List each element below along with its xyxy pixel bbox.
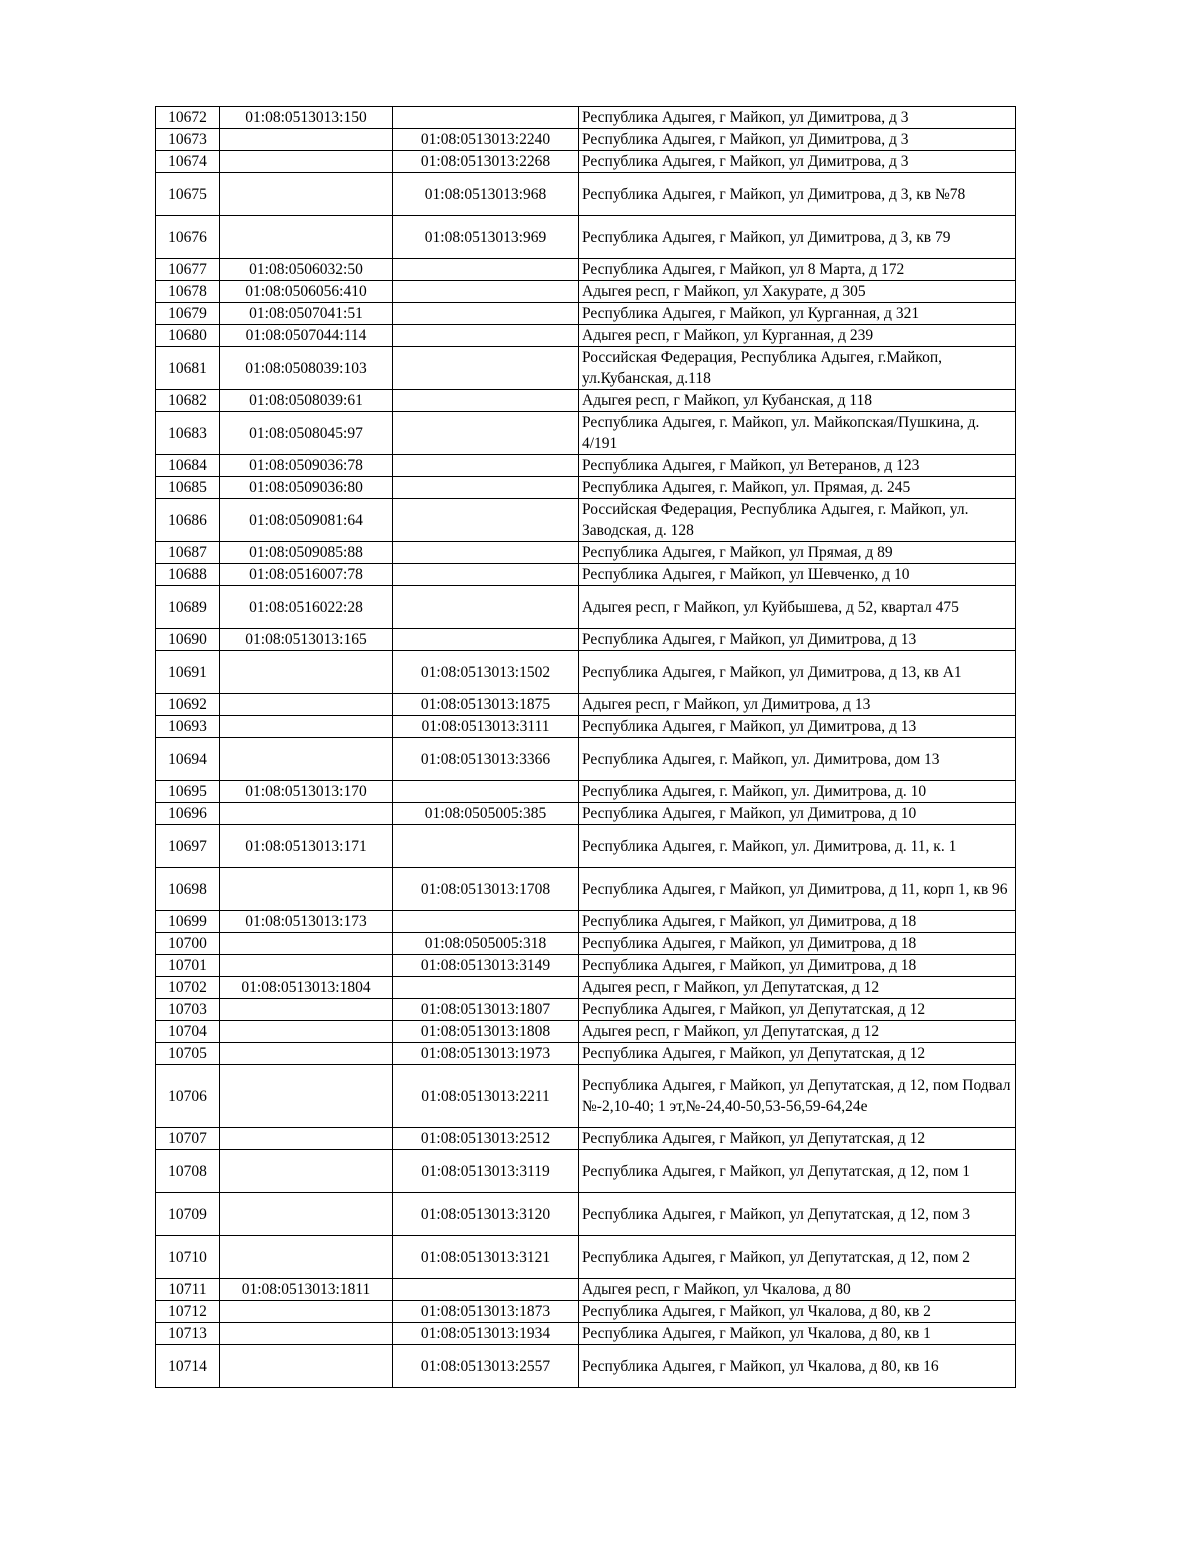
table-row	[156, 325, 1016, 347]
table-row	[156, 1345, 1016, 1388]
parcel-cadastral-number-cell: 01:08:0513013:1811	[220, 1279, 393, 1301]
parcel-cadastral-number-cell	[220, 1236, 393, 1279]
object-cadastral-number-cell: 01:08:0513013:3120	[393, 1193, 579, 1236]
row-number-cell: 10701	[156, 955, 220, 977]
address-cell: Республика Адыгея, г. Майкоп, ул. Майкопская/Пушкина, д. 4/191	[579, 412, 1016, 455]
table-body	[156, 107, 1016, 1388]
parcel-cadastral-number-cell	[220, 716, 393, 738]
table-row	[156, 259, 1016, 281]
object-cadastral-number-cell: 01:08:0513013:968	[393, 173, 579, 216]
object-cadastral-number-cell: 01:08:0513013:1973	[393, 1043, 579, 1065]
address-cell: Республика Адыгея, г Майкоп, ул Депутатская, д 12	[579, 1128, 1016, 1150]
parcel-cadastral-number-cell	[220, 1150, 393, 1193]
parcel-cadastral-number-cell	[220, 738, 393, 781]
object-cadastral-number-cell	[393, 542, 579, 564]
parcel-cadastral-number-cell: 01:08:0509036:80	[220, 477, 393, 499]
row-number-cell: 10673	[156, 129, 220, 151]
row-number-cell: 10683	[156, 412, 220, 455]
object-cadastral-number-cell: 01:08:0513013:2211	[393, 1065, 579, 1128]
row-number-cell: 10686	[156, 499, 220, 542]
object-cadastral-number-cell	[393, 325, 579, 347]
parcel-cadastral-number-cell: 01:08:0513013:150	[220, 107, 393, 129]
object-cadastral-number-cell: 01:08:0513013:1807	[393, 999, 579, 1021]
parcel-cadastral-number-cell	[220, 1323, 393, 1345]
table-row	[156, 933, 1016, 955]
table-row	[156, 1323, 1016, 1345]
row-number-cell: 10705	[156, 1043, 220, 1065]
address-cell: Республика Адыгея, г Майкоп, ул Димитрова, д 3, кв 79	[579, 216, 1016, 259]
parcel-cadastral-number-cell	[220, 129, 393, 151]
address-cell: Адыгея респ, г Майкоп, ул Депутатская, д 12	[579, 1021, 1016, 1043]
table-row	[156, 499, 1016, 542]
table-row	[156, 303, 1016, 325]
parcel-cadastral-number-cell: 01:08:0508039:103	[220, 347, 393, 390]
row-number-cell: 10698	[156, 868, 220, 911]
address-cell: Республика Адыгея, г Майкоп, ул Депутатская, д 12	[579, 999, 1016, 1021]
address-cell: Адыгея респ, г Майкоп, ул Кубанская, д 118	[579, 390, 1016, 412]
address-cell: Республика Адыгея, г Майкоп, ул Димитрова, д 3	[579, 129, 1016, 151]
parcel-cadastral-number-cell	[220, 999, 393, 1021]
row-number-cell: 10707	[156, 1128, 220, 1150]
object-cadastral-number-cell	[393, 1279, 579, 1301]
object-cadastral-number-cell: 01:08:0513013:1808	[393, 1021, 579, 1043]
table-row	[156, 781, 1016, 803]
row-number-cell: 10692	[156, 694, 220, 716]
parcel-cadastral-number-cell	[220, 651, 393, 694]
address-cell: Республика Адыгея, г Майкоп, ул Чкалова, д 80, кв 16	[579, 1345, 1016, 1388]
parcel-cadastral-number-cell: 01:08:0513013:1804	[220, 977, 393, 999]
table-row	[156, 911, 1016, 933]
row-number-cell: 10689	[156, 586, 220, 629]
parcel-cadastral-number-cell	[220, 1021, 393, 1043]
row-number-cell: 10711	[156, 1279, 220, 1301]
row-number-cell: 10672	[156, 107, 220, 129]
object-cadastral-number-cell: 01:08:0513013:1875	[393, 694, 579, 716]
table-row	[156, 173, 1016, 216]
table-row	[156, 955, 1016, 977]
parcel-cadastral-number-cell: 01:08:0507044:114	[220, 325, 393, 347]
object-cadastral-number-cell	[393, 303, 579, 325]
address-cell: Российская Федерация, Республика Адыгея, г.Майкоп, ул.Кубанская, д.118	[579, 347, 1016, 390]
table-row	[156, 281, 1016, 303]
parcel-cadastral-number-cell	[220, 1065, 393, 1128]
object-cadastral-number-cell: 01:08:0513013:3149	[393, 955, 579, 977]
table-row	[156, 1043, 1016, 1065]
object-cadastral-number-cell: 01:08:0513013:3366	[393, 738, 579, 781]
row-number-cell: 10713	[156, 1323, 220, 1345]
property-registry-table	[155, 106, 1016, 1388]
row-number-cell: 10695	[156, 781, 220, 803]
table-row	[156, 999, 1016, 1021]
row-number-cell: 10678	[156, 281, 220, 303]
address-cell: Адыгея респ, г Майкоп, ул Димитрова, д 13	[579, 694, 1016, 716]
table-row	[156, 1279, 1016, 1301]
row-number-cell: 10679	[156, 303, 220, 325]
row-number-cell: 10674	[156, 151, 220, 173]
object-cadastral-number-cell	[393, 499, 579, 542]
object-cadastral-number-cell	[393, 825, 579, 868]
address-cell: Республика Адыгея, г Майкоп, ул Димитрова, д 18	[579, 955, 1016, 977]
parcel-cadastral-number-cell: 01:08:0509085:88	[220, 542, 393, 564]
table-row	[156, 455, 1016, 477]
object-cadastral-number-cell: 01:08:0505005:385	[393, 803, 579, 825]
table-row	[156, 1150, 1016, 1193]
parcel-cadastral-number-cell	[220, 694, 393, 716]
address-cell: Адыгея респ, г Майкоп, ул Чкалова, д 80	[579, 1279, 1016, 1301]
parcel-cadastral-number-cell	[220, 216, 393, 259]
parcel-cadastral-number-cell	[220, 1193, 393, 1236]
address-cell: Республика Адыгея, г Майкоп, ул Димитрова, д 13	[579, 629, 1016, 651]
address-cell: Адыгея респ, г Майкоп, ул Хакурате, д 305	[579, 281, 1016, 303]
parcel-cadastral-number-cell	[220, 955, 393, 977]
parcel-cadastral-number-cell: 01:08:0506056:410	[220, 281, 393, 303]
row-number-cell: 10684	[156, 455, 220, 477]
address-cell: Республика Адыгея, г Майкоп, ул Димитрова, д 13	[579, 716, 1016, 738]
address-cell: Республика Адыгея, г. Майкоп, ул. Димитрова, д. 11, к. 1	[579, 825, 1016, 868]
row-number-cell: 10676	[156, 216, 220, 259]
row-number-cell: 10699	[156, 911, 220, 933]
address-cell: Республика Адыгея, г Майкоп, ул Димитрова, д 11, корп 1, кв 96	[579, 868, 1016, 911]
object-cadastral-number-cell	[393, 586, 579, 629]
address-cell: Республика Адыгея, г Майкоп, ул Димитрова, д 10	[579, 803, 1016, 825]
parcel-cadastral-number-cell	[220, 803, 393, 825]
row-number-cell: 10710	[156, 1236, 220, 1279]
address-cell: Республика Адыгея, г Майкоп, ул Курганная, д 321	[579, 303, 1016, 325]
row-number-cell: 10714	[156, 1345, 220, 1388]
table-row	[156, 825, 1016, 868]
table-row	[156, 803, 1016, 825]
row-number-cell: 10691	[156, 651, 220, 694]
address-cell: Республика Адыгея, г Майкоп, ул Димитрова, д 18	[579, 933, 1016, 955]
object-cadastral-number-cell: 01:08:0513013:3119	[393, 1150, 579, 1193]
parcel-cadastral-number-cell: 01:08:0516022:28	[220, 586, 393, 629]
table-row	[156, 477, 1016, 499]
table-row	[156, 1065, 1016, 1128]
object-cadastral-number-cell	[393, 629, 579, 651]
address-cell: Республика Адыгея, г Майкоп, ул Депутатская, д 12, пом 1	[579, 1150, 1016, 1193]
address-cell: Адыгея респ, г Майкоп, ул Депутатская, д 12	[579, 977, 1016, 999]
table-row	[156, 716, 1016, 738]
object-cadastral-number-cell: 01:08:0513013:2557	[393, 1345, 579, 1388]
object-cadastral-number-cell	[393, 390, 579, 412]
row-number-cell: 10703	[156, 999, 220, 1021]
address-cell: Республика Адыгея, г Майкоп, ул Ветеранов, д 123	[579, 455, 1016, 477]
row-number-cell: 10687	[156, 542, 220, 564]
address-cell: Республика Адыгея, г Майкоп, ул Депутатская, д 12, пом Подвал №-2,10-40; 1 эт,№-24,40-50,53-56,59-64,24е	[579, 1065, 1016, 1128]
row-number-cell: 10704	[156, 1021, 220, 1043]
parcel-cadastral-number-cell	[220, 1345, 393, 1388]
table-row	[156, 1128, 1016, 1150]
row-number-cell: 10706	[156, 1065, 220, 1128]
address-cell: Республика Адыгея, г. Майкоп, ул. Прямая, д. 245	[579, 477, 1016, 499]
parcel-cadastral-number-cell: 01:08:0516007:78	[220, 564, 393, 586]
address-cell: Республика Адыгея, г Майкоп, ул Чкалова, д 80, кв 2	[579, 1301, 1016, 1323]
table-row	[156, 390, 1016, 412]
row-number-cell: 10680	[156, 325, 220, 347]
address-cell: Республика Адыгея, г Майкоп, ул Депутатская, д 12	[579, 1043, 1016, 1065]
address-cell: Адыгея респ, г Майкоп, ул Куйбышева, д 52, квартал 475	[579, 586, 1016, 629]
row-number-cell: 10694	[156, 738, 220, 781]
row-number-cell: 10685	[156, 477, 220, 499]
table-row	[156, 629, 1016, 651]
address-cell: Республика Адыгея, г Майкоп, ул Чкалова, д 80, кв 1	[579, 1323, 1016, 1345]
object-cadastral-number-cell: 01:08:0513013:969	[393, 216, 579, 259]
object-cadastral-number-cell	[393, 781, 579, 803]
address-cell: Республика Адыгея, г Майкоп, ул Димитрова, д 3	[579, 107, 1016, 129]
object-cadastral-number-cell: 01:08:0513013:3111	[393, 716, 579, 738]
address-cell: Республика Адыгея, г Майкоп, ул Димитрова, д 18	[579, 911, 1016, 933]
parcel-cadastral-number-cell: 01:08:0513013:165	[220, 629, 393, 651]
object-cadastral-number-cell: 01:08:0513013:1502	[393, 651, 579, 694]
table-row	[156, 977, 1016, 999]
row-number-cell: 10690	[156, 629, 220, 651]
address-cell: Республика Адыгея, г Майкоп, ул Шевченко, д 10	[579, 564, 1016, 586]
object-cadastral-number-cell: 01:08:0513013:1708	[393, 868, 579, 911]
table-row	[156, 151, 1016, 173]
object-cadastral-number-cell: 01:08:0505005:318	[393, 933, 579, 955]
row-number-cell: 10712	[156, 1301, 220, 1323]
parcel-cadastral-number-cell: 01:08:0513013:170	[220, 781, 393, 803]
table-row	[156, 738, 1016, 781]
table-row	[156, 586, 1016, 629]
parcel-cadastral-number-cell	[220, 1128, 393, 1150]
table-row	[156, 868, 1016, 911]
table-row	[156, 651, 1016, 694]
table-row	[156, 1021, 1016, 1043]
object-cadastral-number-cell	[393, 564, 579, 586]
object-cadastral-number-cell	[393, 412, 579, 455]
parcel-cadastral-number-cell: 01:08:0507041:51	[220, 303, 393, 325]
address-cell: Республика Адыгея, г Майкоп, ул Депутатская, д 12, пом 2	[579, 1236, 1016, 1279]
parcel-cadastral-number-cell: 01:08:0509036:78	[220, 455, 393, 477]
address-cell: Российская Федерация, Республика Адыгея, г. Майкоп, ул. Заводская, д. 128	[579, 499, 1016, 542]
row-number-cell: 10682	[156, 390, 220, 412]
parcel-cadastral-number-cell: 01:08:0506032:50	[220, 259, 393, 281]
object-cadastral-number-cell	[393, 911, 579, 933]
object-cadastral-number-cell	[393, 455, 579, 477]
table-row	[156, 694, 1016, 716]
table-row	[156, 1301, 1016, 1323]
object-cadastral-number-cell: 01:08:0513013:3121	[393, 1236, 579, 1279]
parcel-cadastral-number-cell	[220, 868, 393, 911]
object-cadastral-number-cell: 01:08:0513013:2268	[393, 151, 579, 173]
table-row	[156, 1193, 1016, 1236]
object-cadastral-number-cell: 01:08:0513013:2512	[393, 1128, 579, 1150]
object-cadastral-number-cell: 01:08:0513013:2240	[393, 129, 579, 151]
object-cadastral-number-cell	[393, 347, 579, 390]
object-cadastral-number-cell	[393, 281, 579, 303]
object-cadastral-number-cell	[393, 477, 579, 499]
row-number-cell: 10675	[156, 173, 220, 216]
address-cell: Республика Адыгея, г Майкоп, ул Димитрова, д 3, кв №78	[579, 173, 1016, 216]
parcel-cadastral-number-cell	[220, 151, 393, 173]
parcel-cadastral-number-cell	[220, 933, 393, 955]
object-cadastral-number-cell	[393, 259, 579, 281]
parcel-cadastral-number-cell: 01:08:0509081:64	[220, 499, 393, 542]
row-number-cell: 10702	[156, 977, 220, 999]
table-row	[156, 129, 1016, 151]
row-number-cell: 10708	[156, 1150, 220, 1193]
parcel-cadastral-number-cell	[220, 1043, 393, 1065]
table-row	[156, 216, 1016, 259]
object-cadastral-number-cell: 01:08:0513013:1873	[393, 1301, 579, 1323]
parcel-cadastral-number-cell	[220, 1301, 393, 1323]
address-cell: Республика Адыгея, г. Майкоп, ул. Димитрова, д. 10	[579, 781, 1016, 803]
row-number-cell: 10700	[156, 933, 220, 955]
address-cell: Республика Адыгея, г Майкоп, ул Димитрова, д 3	[579, 151, 1016, 173]
table-row	[156, 542, 1016, 564]
row-number-cell: 10697	[156, 825, 220, 868]
row-number-cell: 10696	[156, 803, 220, 825]
table-row	[156, 347, 1016, 390]
table-row	[156, 107, 1016, 129]
address-cell: Республика Адыгея, г Майкоп, ул Депутатская, д 12, пом 3	[579, 1193, 1016, 1236]
address-cell: Адыгея респ, г Майкоп, ул Курганная, д 239	[579, 325, 1016, 347]
table-row	[156, 412, 1016, 455]
object-cadastral-number-cell	[393, 977, 579, 999]
row-number-cell: 10693	[156, 716, 220, 738]
row-number-cell: 10688	[156, 564, 220, 586]
object-cadastral-number-cell: 01:08:0513013:1934	[393, 1323, 579, 1345]
table-row	[156, 564, 1016, 586]
row-number-cell: 10677	[156, 259, 220, 281]
address-cell: Республика Адыгея, г Майкоп, ул Димитрова, д 13, кв А1	[579, 651, 1016, 694]
parcel-cadastral-number-cell: 01:08:0508039:61	[220, 390, 393, 412]
parcel-cadastral-number-cell: 01:08:0513013:173	[220, 911, 393, 933]
parcel-cadastral-number-cell: 01:08:0513013:171	[220, 825, 393, 868]
row-number-cell: 10709	[156, 1193, 220, 1236]
address-cell: Республика Адыгея, г Майкоп, ул Прямая, д 89	[579, 542, 1016, 564]
address-cell: Республика Адыгея, г Майкоп, ул 8 Марта, д 172	[579, 259, 1016, 281]
object-cadastral-number-cell	[393, 107, 579, 129]
parcel-cadastral-number-cell	[220, 173, 393, 216]
parcel-cadastral-number-cell: 01:08:0508045:97	[220, 412, 393, 455]
row-number-cell: 10681	[156, 347, 220, 390]
table-row	[156, 1236, 1016, 1279]
address-cell: Республика Адыгея, г. Майкоп, ул. Димитрова, дом 13	[579, 738, 1016, 781]
